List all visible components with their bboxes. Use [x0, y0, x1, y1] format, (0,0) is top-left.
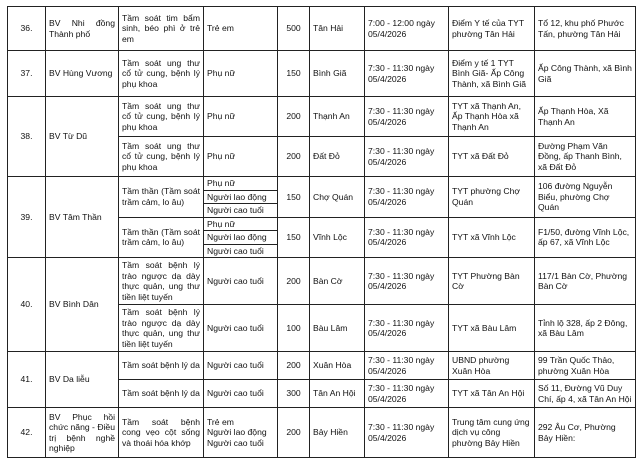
quantity-cell: 200	[278, 258, 310, 305]
table-row	[8, 51, 636, 97]
target-cell	[204, 217, 278, 258]
target-item: Người cao tuổi	[207, 245, 264, 256]
table-row	[8, 258, 636, 305]
target-item: Người lao động	[204, 231, 277, 245]
target-item: Người cao tuổi	[207, 205, 264, 215]
address-cell: 292 Âu Cơ, Phường Bảy Hiền:	[535, 408, 636, 458]
target-item: Phụ nữ	[204, 177, 277, 191]
unit-cell: BV Nhi đồng Thành phố	[46, 7, 119, 51]
target-cell	[204, 408, 278, 458]
time-cell: 7:30 - 11:30 ngày 05/4/2026	[365, 380, 449, 408]
area-cell: Vĩnh Lộc	[310, 217, 365, 258]
table-row	[8, 97, 636, 137]
target-item: Người lao động	[207, 427, 267, 438]
target-cell: Phụ nữ	[204, 51, 278, 97]
table-row	[8, 177, 636, 218]
place-cell: TYT Phường Bàn Cờ	[449, 258, 535, 305]
area-cell: Bình Giã	[310, 51, 365, 97]
time-cell: 7:30 - 11:30 ngày 05/4/2026	[365, 352, 449, 380]
area-cell: Xuân Hòa	[310, 352, 365, 380]
address-cell: Tỉnh lộ 328, ấp 2 Đông, xã Bàu Lâm	[535, 305, 636, 352]
service-cell: Tầm soát ung thư cổ tử cung, bệnh lý phụ khoa	[119, 51, 204, 97]
area-cell: Bàu Lâm	[310, 305, 365, 352]
quantity-cell: 200	[278, 137, 310, 177]
unit-cell: BV Da liễu	[46, 352, 119, 408]
place-cell: Trung tâm cung ứng dịch vụ công phường Bảy Hiền	[449, 408, 535, 458]
area-cell: Đất Đỏ	[310, 137, 365, 177]
address-cell: Số 11, Đường Vũ Duy Chí, ấp 4, xã Tân An Hội	[535, 380, 636, 408]
unit-cell: BV Bình Dân	[46, 258, 119, 352]
time-cell: 7:30 - 11:30 ngày 05/4/2026	[365, 305, 449, 352]
target-item: Người lao động	[204, 191, 277, 205]
place-cell: TYT xã Đất Đỏ	[449, 137, 535, 177]
place-cell: TYT xã Bàu Lâm	[449, 305, 535, 352]
address-cell: 117/1 Bàn Cờ, Phường Bàn Cờ	[535, 258, 636, 305]
address-cell: 99 Trần Quốc Thảo, phường Xuân Hòa	[535, 352, 636, 380]
service-cell: Tầm soát ung thư cổ tử cung, bệnh lý phụ khoa	[119, 137, 204, 177]
target-item: Người cao tuổi	[207, 437, 264, 448]
row-number: 36.	[8, 7, 46, 51]
quantity-cell: 150	[278, 217, 310, 258]
service-cell: Tầm thần (Tầm soát trầm cảm, lo âu)	[119, 217, 204, 258]
time-cell: 7:30 - 11:30 ngày 05/4/2026	[365, 408, 449, 458]
table-row	[8, 352, 636, 380]
area-cell: Thạnh An	[310, 97, 365, 137]
place-cell: Điểm y tế 1 TYT Bình Giã- Ấp Công Thành, xã Bình Giã	[449, 51, 535, 97]
address-cell: Ấp Công Thành, xã Bình Giã	[535, 51, 636, 97]
place-cell: TYT xã Vĩnh Lộc	[449, 217, 535, 258]
place-cell: TYT xã Tân An Hội	[449, 380, 535, 408]
target-cell	[204, 177, 278, 218]
quantity-cell: 200	[278, 352, 310, 380]
area-cell: Bàn Cờ	[310, 258, 365, 305]
time-cell: 7:00 - 12:00 ngày 05/4/2026	[365, 7, 449, 51]
address-cell: Ấp Thạnh Hòa, Xã Thạnh An	[535, 97, 636, 137]
target-cell: Trẻ em	[204, 7, 278, 51]
address-cell: Đường Phạm Văn Đồng, ấp Thanh Bình, xã Đất Đỏ	[535, 137, 636, 177]
table-row	[8, 408, 636, 458]
time-cell: 7:30 - 11:30 ngày 05/4/2026	[365, 137, 449, 177]
target-cell: Người cao tuổi	[204, 380, 278, 408]
place-cell: TYT xã Thạnh An, Ấp Thạnh Hòa xã Thạnh An	[449, 97, 535, 137]
unit-cell: BV Tâm Thần	[46, 177, 119, 258]
target-cell: Phụ nữ	[204, 137, 278, 177]
table-row	[8, 7, 636, 51]
place-cell: Điểm Y tế của TYT phường Tân Hải	[449, 7, 535, 51]
service-cell: Tầm thần (Tầm soát trầm cảm, lo âu)	[119, 177, 204, 218]
address-cell: Tổ 12, khu phố Phước Tấn, phường Tân Hải	[535, 7, 636, 51]
place-cell: TYT phường Chợ Quán	[449, 177, 535, 218]
service-cell: Tầm soát bệnh cong vẹo cột sống và thoái hóa khớp	[119, 408, 204, 458]
row-number: 37.	[8, 51, 46, 97]
quantity-cell: 200	[278, 97, 310, 137]
service-cell: Tầm soát tim bẩm sinh, béo phì ở trẻ em	[119, 7, 204, 51]
target-cell: Phụ nữ	[204, 97, 278, 137]
row-number: 42.	[8, 408, 46, 458]
area-cell: Chợ Quán	[310, 177, 365, 218]
address-cell: 106 đường Nguyễn Biểu, phường Chợ Quán	[535, 177, 636, 218]
schedule-table	[7, 6, 636, 458]
time-cell: 7:30 - 11:30 ngày 05/4/2026	[365, 177, 449, 218]
service-cell: Tầm soát bệnh lý trào ngược dạ dày thực quản, ung thư tiền liệt tuyến	[119, 305, 204, 352]
time-cell: 7:30 - 11:30 ngày 05/4/2026	[365, 51, 449, 97]
service-cell: Tầm soát ung thư cổ tử cung, bệnh lý phụ khoa	[119, 97, 204, 137]
area-cell: Tân Hải	[310, 7, 365, 51]
row-number: 41.	[8, 352, 46, 408]
area-cell: Tân An Hội	[310, 380, 365, 408]
quantity-cell: 500	[278, 7, 310, 51]
time-cell: 7:30 - 11:30 ngày 05/4/2026	[365, 258, 449, 305]
unit-cell: BV Từ Dũ	[46, 97, 119, 177]
target-cell: Người cao tuổi	[204, 258, 278, 305]
quantity-cell: 100	[278, 305, 310, 352]
target-item: Phụ nữ	[204, 218, 277, 232]
place-cell: UBND phường Xuân Hòa	[449, 352, 535, 380]
row-number: 40.	[8, 258, 46, 352]
quantity-cell: 150	[278, 51, 310, 97]
service-cell: Tầm soát bệnh lý da	[119, 352, 204, 380]
service-cell: Tầm soát bệnh lý trào ngược dạ dày thực quản, ung thư tiền liệt tuyến	[119, 258, 204, 305]
target-cell: Người cao tuổi	[204, 352, 278, 380]
target-cell: Người cao tuổi	[204, 305, 278, 352]
time-cell: 7:30 - 11:30 ngày 05/4/2026	[365, 217, 449, 258]
service-cell: Tầm soát bệnh lý da	[119, 380, 204, 408]
unit-cell: BV Phục hồi chức năng - Điều trị bệnh nghề nghiệp	[46, 408, 119, 458]
quantity-cell: 150	[278, 177, 310, 218]
row-number: 38.	[8, 97, 46, 177]
row-number: 39.	[8, 177, 46, 258]
quantity-cell: 200	[278, 408, 310, 458]
area-cell: Bảy Hiền	[310, 408, 365, 458]
quantity-cell: 300	[278, 380, 310, 408]
target-item: Trẻ em	[207, 416, 234, 427]
time-cell: 7:30 - 11:30 ngày 05/4/2026	[365, 97, 449, 137]
address-cell: F1/50, đường Vĩnh Lộc, ấp 67, xã Vĩnh Lộc	[535, 217, 636, 258]
unit-cell: BV Hùng Vương	[46, 51, 119, 97]
